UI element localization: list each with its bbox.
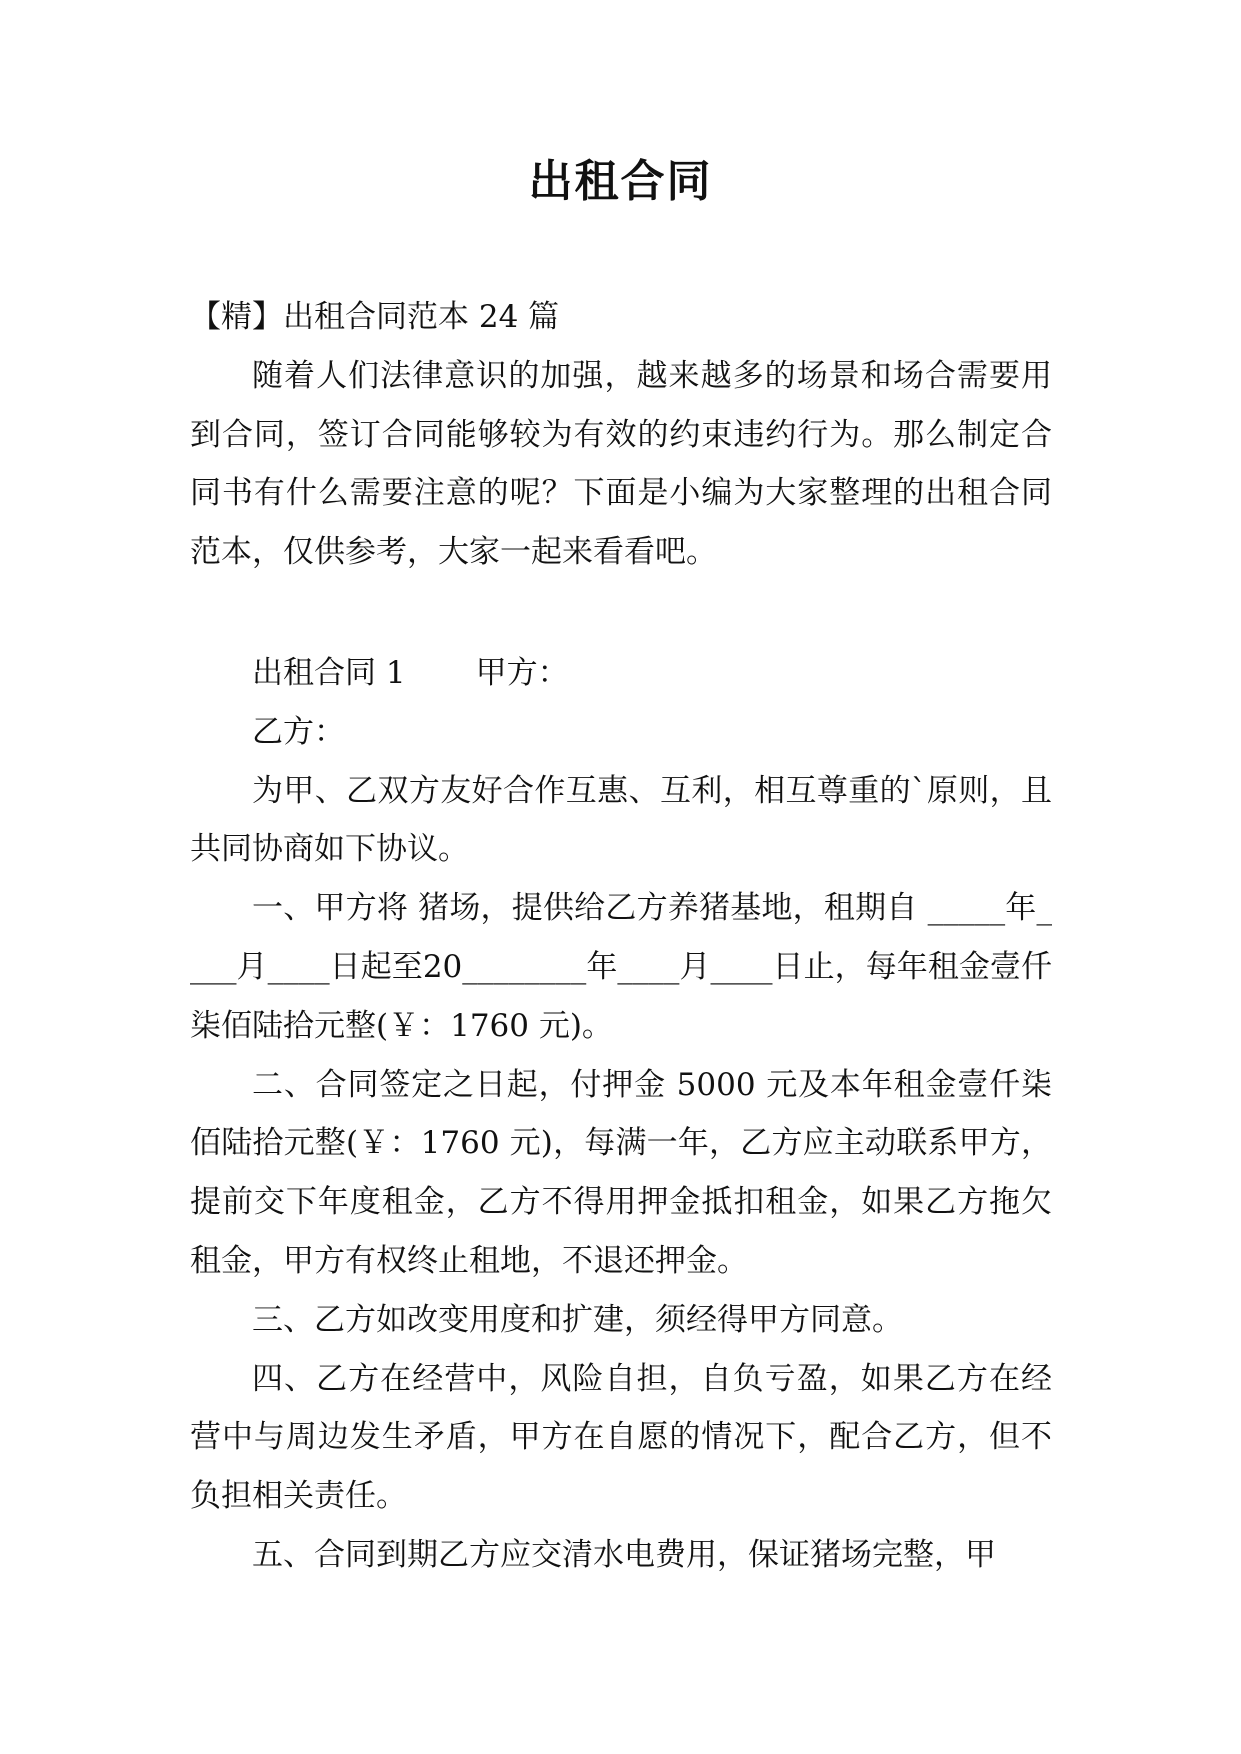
contract-heading: 出租合同 1 [252,654,406,691]
clause-4: 四、乙方在经营中，风险自担，自负亏盈，如果乙方在经营中与周边发生矛盾，甲方在自愿的情况下，配合乙方，但不负担相关责任。 [190,1360,1052,1515]
document-title: 出租合同 [528,156,713,207]
contract-heading-row [190,644,1052,703]
clause-1: 一、甲方将 猪场，提供给乙方养猪基地，租期自 _____年____月____日起至20________年____月____日止，每年租金壹仟柒佰陆拾元整(￥：1760 元)。 [190,890,1052,1044]
clause-2: 二、合同签定之日起，付押金 5000 元及本年租金壹仟柒佰陆拾元整(￥：1760 元)，每满一年，乙方应主动联系甲方，提前交下年度租金，乙方不得用押金抵扣租金，如果乙方拖欠租金，甲方有权终止租地，不退还押金。 [190,1066,1052,1279]
document-body [190,288,1052,1585]
clause-3: 三、乙方如改变用度和扩建，须经得甲方同意。 [252,1301,903,1338]
intro-paragraph: 随着人们法律意识的加强，越来越多的场景和场合需要用到合同，签订合同能够较为有效的约束违约行为。那么制定合同书有什么需要注意的呢？下面是小编为大家整理的出租合同范本，仅供参考，大家一起来看看吧。 [190,357,1052,571]
party-b-label: 乙方： [252,713,345,750]
paragraph-gap [190,582,1052,644]
document-subtitle: 【精】出租合同范本 24 篇 [190,299,560,335]
clause-5: 五、合同到期乙方应交清水电费用，保证猪场完整，甲 [252,1536,996,1573]
party-a-label: 甲方： [475,654,569,691]
preamble-paragraph: 为甲、乙双方友好合作互惠、互利，相互尊重的`原则，且共同协商如下协议。 [190,772,1052,868]
